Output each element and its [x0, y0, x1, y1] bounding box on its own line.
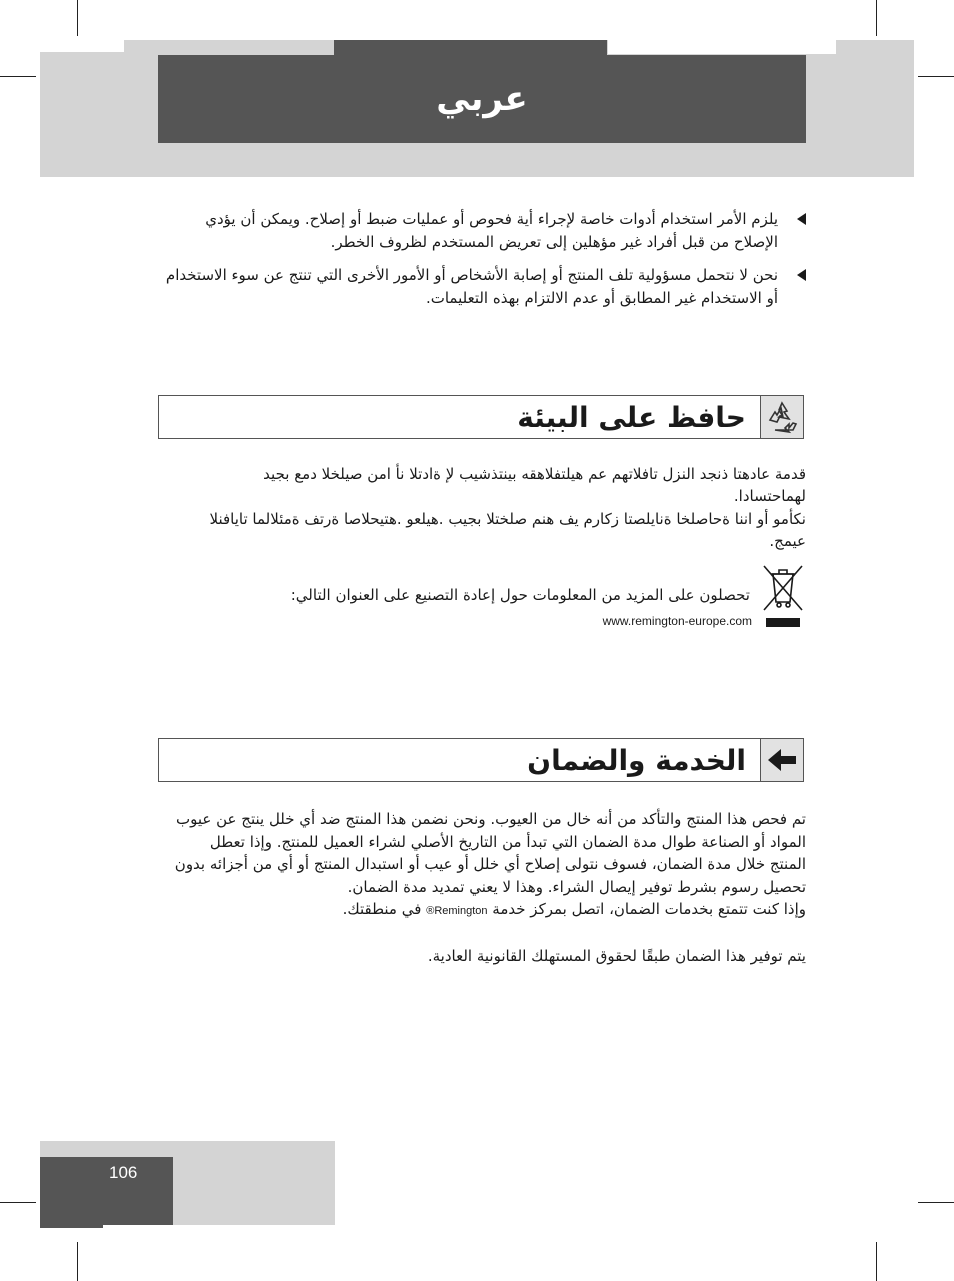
- crop-mark: [918, 1202, 954, 1203]
- crossed-bin-icon: [760, 562, 806, 614]
- crop-mark: [0, 76, 36, 77]
- warranty-paragraph: تم فحص هذا المنتج والتأكد من أنه خال من العيوب. ونحن نضمن هذا المنتج ضد أي خلل ينتج عن عيوب المواد أو الصناعة طوال مدة الضمان التي تبدأ من التاريخ الأصلي لشراء العميل للمنتج. وإذا تعطل المنتج خلال مدة الضمان، فسوف نتولى إصلاح أي خلل أو عيب أو استبدال المنتج أو أي من أجزائه بدون تحصيل رسوم بشرط توفير إيصال الشراء. وهذا لا يعني تمديد مدة الضمان.: [174, 810, 806, 896]
- bullet-triangle-icon: [797, 269, 806, 281]
- footer-strip: [40, 1225, 103, 1228]
- crop-mark: [77, 0, 78, 36]
- list-item: [158, 264, 806, 310]
- recycle-icon: [760, 396, 803, 438]
- warranty-contact-text: في منطقتك.: [342, 900, 422, 918]
- header-notch: [40, 40, 124, 52]
- arrow-left-icon: [760, 739, 803, 781]
- page-number-box: [40, 1157, 173, 1225]
- environment-paragraph: نكأمو أو اننا ةحاصلخا ةنايلصتا زكارم يف هنم صلختلا بجيب .هيلعو .هتيحلاصا ةرتف ةمئلالما تايافنلا عيمج.: [209, 510, 806, 550]
- section-title: حافظ على البيئة: [517, 400, 746, 434]
- section-title: الخدمة والضمان: [527, 743, 746, 777]
- crop-mark: [0, 1202, 36, 1203]
- warranty-text: [170, 808, 806, 967]
- environment-section-header: [158, 395, 804, 439]
- language-title: عربي: [436, 79, 528, 119]
- service-section-header: [158, 738, 804, 782]
- header-tab: [334, 40, 607, 56]
- bullet-triangle-icon: [797, 213, 806, 225]
- recycling-info-text: تحصلون على المزيد من المعلومات حول إعادة التصنيع على العنوان التالي:: [290, 586, 750, 604]
- environment-paragraph: قدمة عادهتا ذنجد النزل تافلاتهم عم هيلتفلاهقه بينتذشيب لإ ةادتلا نأ امن صيلخلا دمع بجيد لهماحتسادا.: [263, 465, 806, 505]
- language-title-bar: [158, 55, 806, 143]
- crop-mark: [918, 76, 954, 77]
- warranty-paragraph: يتم توفير هذا الضمان طبقًا لحقوق المستهلك القانونية العادية.: [427, 946, 806, 965]
- warranty-paragraph: [170, 898, 806, 923]
- website-link[interactable]: www.remington-europe.com: [602, 614, 752, 628]
- crop-mark: [77, 1242, 78, 1281]
- crop-mark: [876, 0, 877, 36]
- bullet-text: يلزم الأمر استخدام أدوات خاصة لإجراء أية فحوص أو عمليات ضبط أو إصلاح. ويمكن أن يؤدي الإصلاح من قبل أفراد غير مؤهلين إلى تعريض المستخدم لظروف الخطر.: [205, 210, 778, 251]
- brand-name: Remington®: [426, 905, 488, 917]
- divider-bar: [766, 618, 800, 627]
- bullet-text: نحن لا نتحمل مسؤولية تلف المنتج أو إصابة الأشخاص أو الأمور الأخرى التي تنتج عن سوء الاستخدام أو الاستخدام غير المطابق أو عدم الالتزام بهذه التعليمات.: [165, 266, 778, 307]
- recycling-info: [230, 562, 806, 634]
- warning-list: [158, 208, 806, 320]
- list-item: [158, 208, 806, 254]
- crop-mark: [876, 1242, 877, 1281]
- warranty-contact-text: وإذا كنت تتمتع بخدمات الضمان، اتصل بمركز خدمة: [492, 900, 806, 918]
- header-notch: [608, 40, 836, 54]
- page-number: 106: [109, 1163, 138, 1182]
